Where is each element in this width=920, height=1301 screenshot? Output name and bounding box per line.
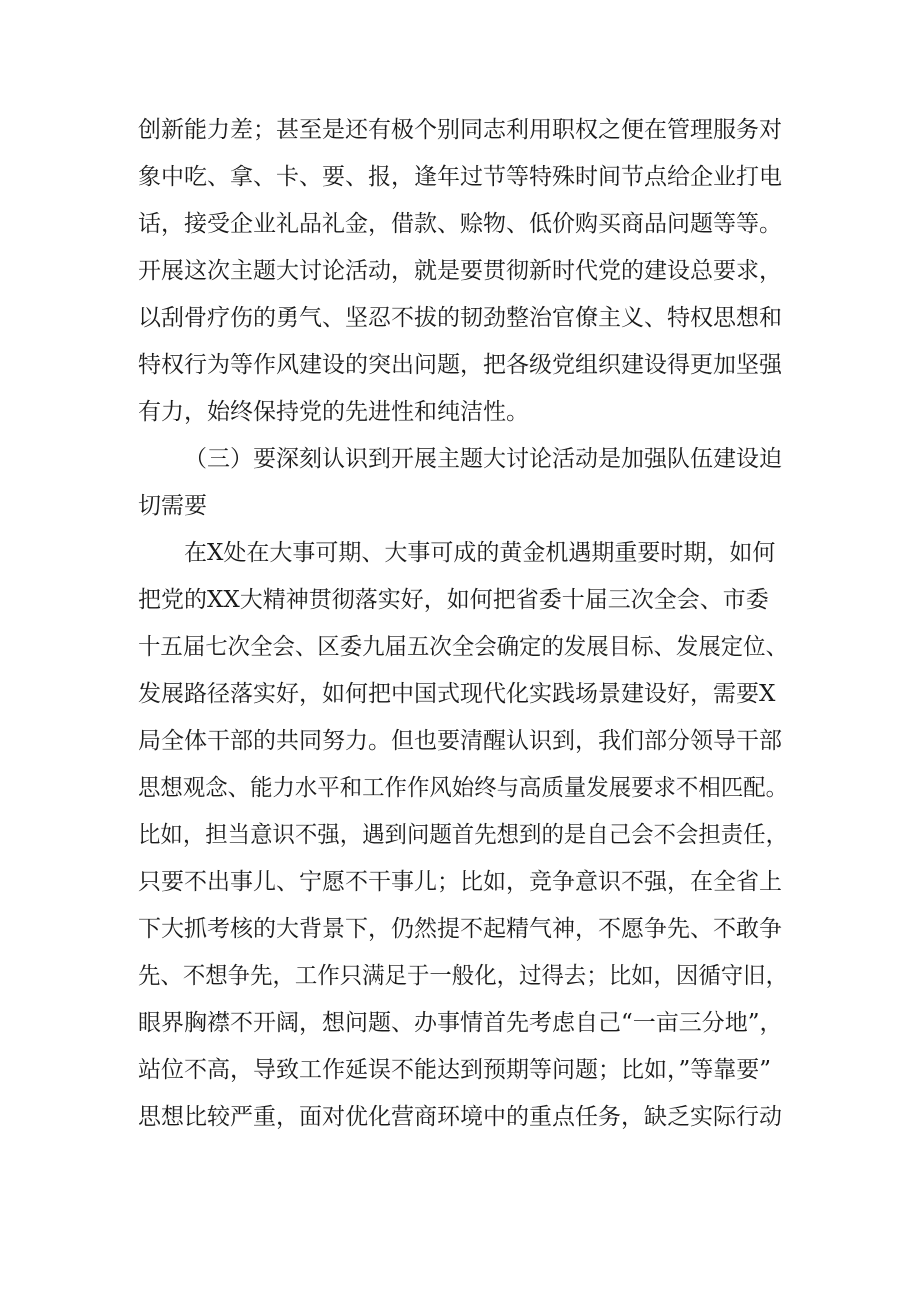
text-line: 发展路径落实好，如何把中国式现代化实践场景建设好，需要X: [138, 681, 776, 707]
text-line: 把党的XX大精神贯彻落实好，如何把省委十届三次全会、市委: [138, 587, 769, 613]
text-line: 先、不想争先，工作只满足于一般化，过得去；比如，因循守旧，: [138, 963, 788, 989]
text-line: 以刮骨疗伤的勇气、坚忍不拔的韧劲整治官僚主义、特权思想和: [138, 305, 782, 331]
text-line: 特权行为等作风建设的突出问题，把各级党组织建设得更加坚强: [138, 352, 782, 378]
text-line: 象中吃、拿、卡、要、报，逢年过节等特殊时间节点给企业打电: [138, 164, 782, 190]
text-line: 开展这次主题大讨论活动，就是要贯彻新时代党的建设总要求，: [138, 258, 782, 284]
section-heading: （三）要深刻认识到开展主题大讨论活动是加强队伍建设迫: [184, 446, 782, 472]
text-line: 创新能力差；甚至是还有极个别同志利用职权之便在管理服务对: [138, 117, 782, 143]
text-line: 话，接受企业礼品礼金，借款、赊物、低价购买商品问题等等。: [138, 211, 782, 237]
text-line: 只要不出事儿、宁愿不干事儿；比如，竞争意识不强，在全省上: [138, 869, 782, 895]
text-line: 比如，担当意识不强，遇到问题首先想到的是自己会不会担责任，: [138, 822, 788, 848]
text-line: 站位不高，导致工作延误不能达到预期等问题；比如，”等靠要”: [138, 1057, 772, 1083]
text-line: 局全体干部的共同努力。但也要清醒认识到，我们部分领导干部: [138, 728, 782, 754]
text-line: 思想观念、能力水平和工作作风始终与高质量发展要求不相匹配。: [138, 775, 788, 801]
text-line: 十五届七次全会、区委九届五次全会确定的发展目标、发展定位、: [138, 634, 788, 660]
text-line: 眼界胸襟不开阔，想问题、办事情首先考虑自己“一亩三分地”，: [138, 1010, 783, 1036]
text-line: 有力，始终保持党的先进性和纯洁性。: [138, 399, 529, 425]
paragraph-start: 在X处在大事可期、大事可成的黄金机遇期重要时期，如何: [184, 540, 776, 566]
text-line: 下大抓考核的大背景下，仍然提不起精气神，不愿争先、不敢争: [138, 916, 782, 942]
text-line: 思想比较严重，面对优化营商环境中的重点任务，缺乏实际行动: [138, 1104, 782, 1130]
section-heading-continued: 切需要: [138, 493, 207, 519]
